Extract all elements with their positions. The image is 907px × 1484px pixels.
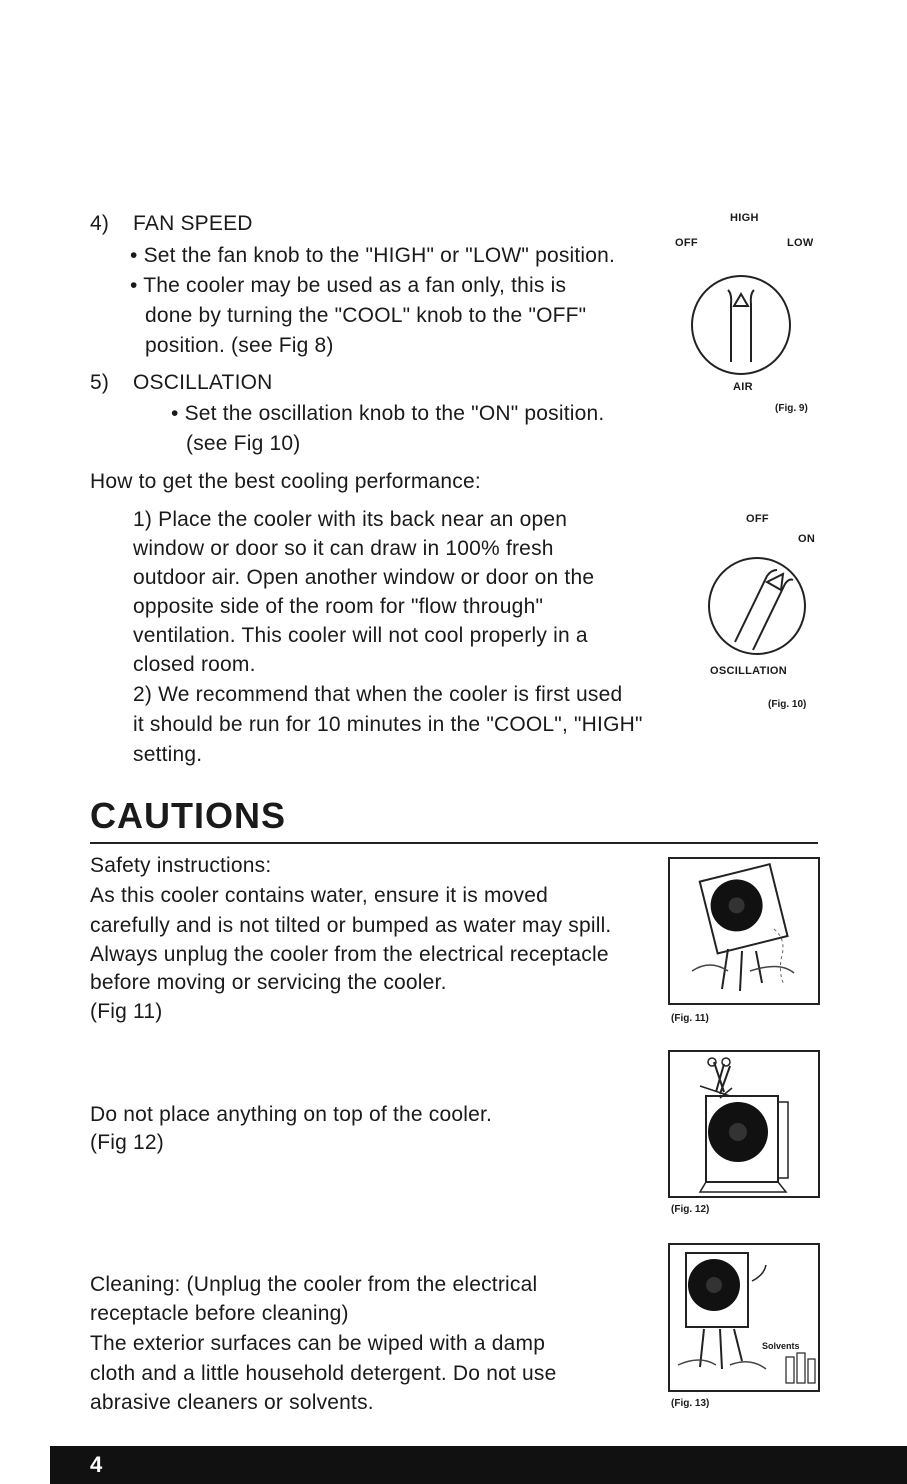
- fig-9-caption: (Fig. 9): [775, 403, 808, 414]
- best-cooling-intro: How to get the best cooling performance:: [90, 470, 481, 493]
- fan-speed-bullet-2-line-1: • The cooler may be used as a fan only, this is: [130, 274, 567, 297]
- fig-10-caption: (Fig. 10): [768, 699, 807, 710]
- paragraph-line: Safety instructions:: [90, 854, 272, 877]
- paragraph-line: it should be run for 10 minutes in the "COOL", "HIGH": [133, 713, 643, 736]
- paragraph-line: carefully and is not tilted or bumped as water may spill.: [90, 914, 612, 937]
- fig-11-caption: (Fig. 11): [671, 1013, 709, 1024]
- fig-9-low-label: LOW: [787, 237, 814, 249]
- cautions-title: CAUTIONS: [90, 795, 286, 836]
- paragraph-line: opposite side of the room for "flow through": [133, 595, 544, 618]
- paragraph-line: outdoor air. Open another window or door on the: [133, 566, 595, 589]
- fig-13-caption: (Fig. 13): [671, 1398, 710, 1409]
- oscillation-knob-icon: [705, 554, 809, 658]
- fig-9-off-label: OFF: [675, 237, 698, 249]
- fan-speed-heading: FAN SPEED: [133, 212, 253, 235]
- paragraph-line: before moving or servicing the cooler.: [90, 971, 447, 994]
- fig-13-illustration: [668, 1243, 820, 1392]
- top-warning-line-1: Do not place anything on top of the cooler.: [90, 1103, 493, 1126]
- paragraph-line: window or door so it can draw in 100% fresh: [133, 537, 554, 560]
- fig-9-air-label: AIR: [733, 381, 753, 393]
- paragraph-line: 2) We recommend that when the cooler is first used: [133, 683, 623, 706]
- fan-speed-bullet-2-line-2: done by turning the "COOL" knob to the "OFF": [145, 304, 587, 327]
- fig-9-high-label: HIGH: [730, 212, 759, 224]
- paragraph-line: abrasive cleaners or solvents.: [90, 1391, 374, 1414]
- footer-bar: [50, 1446, 907, 1484]
- oscillation-number: 5): [90, 371, 110, 394]
- paragraph-line: (Fig 11): [90, 1000, 163, 1023]
- fan-speed-bullet-2-line-3: position. (see Fig 8): [145, 334, 334, 357]
- paragraph-line: The exterior surfaces can be wiped with a damp: [90, 1332, 546, 1355]
- paragraph-line: ventilation. This cooler will not cool properly in a: [133, 624, 588, 647]
- cleaning-cooler-icon: [670, 1245, 818, 1390]
- fig-10-off-label: OFF: [746, 513, 769, 525]
- oscillation-heading: OSCILLATION: [133, 371, 273, 394]
- page-number: 4: [90, 1452, 103, 1477]
- fig-13-solvents-label: Solvents: [762, 1341, 800, 1351]
- fig-12-caption: (Fig. 12): [671, 1204, 710, 1215]
- paragraph-line: Cleaning: (Unplug the cooler from the electrical: [90, 1273, 538, 1296]
- fig-10-on-label: ON: [798, 533, 816, 545]
- fig-11-illustration: [668, 857, 820, 1005]
- cautions-divider: [90, 842, 818, 844]
- paragraph-line: As this cooler contains water, ensure it is moved: [90, 884, 549, 907]
- oscillation-bullet-1: • Set the oscillation knob to the "ON" position.: [171, 402, 605, 425]
- paragraph-line: receptacle before cleaning): [90, 1302, 349, 1325]
- tilting-cooler-icon: [670, 859, 818, 1003]
- fig-10-oscillation-label: OSCILLATION: [710, 665, 788, 677]
- paragraph-line: cloth and a little household detergent. Do not use: [90, 1362, 557, 1385]
- top-warning-line-2: (Fig 12): [90, 1131, 164, 1154]
- paragraph-line: Always unplug the cooler from the electrical receptacle: [90, 943, 609, 966]
- paragraph-line: 1) Place the cooler with its back near an open: [133, 508, 568, 531]
- fan-speed-number: 4): [90, 212, 110, 235]
- paragraph-line: setting.: [133, 743, 203, 766]
- cooler-with-objects-icon: [670, 1052, 818, 1196]
- fan-speed-bullet-1: • Set the fan knob to the "HIGH" or "LOW" position.: [130, 244, 616, 267]
- oscillation-bullet-1-line-2: (see Fig 10): [186, 432, 301, 455]
- fan-speed-knob-icon: [688, 272, 794, 378]
- paragraph-line: closed room.: [133, 653, 256, 676]
- fig-12-illustration: [668, 1050, 820, 1198]
